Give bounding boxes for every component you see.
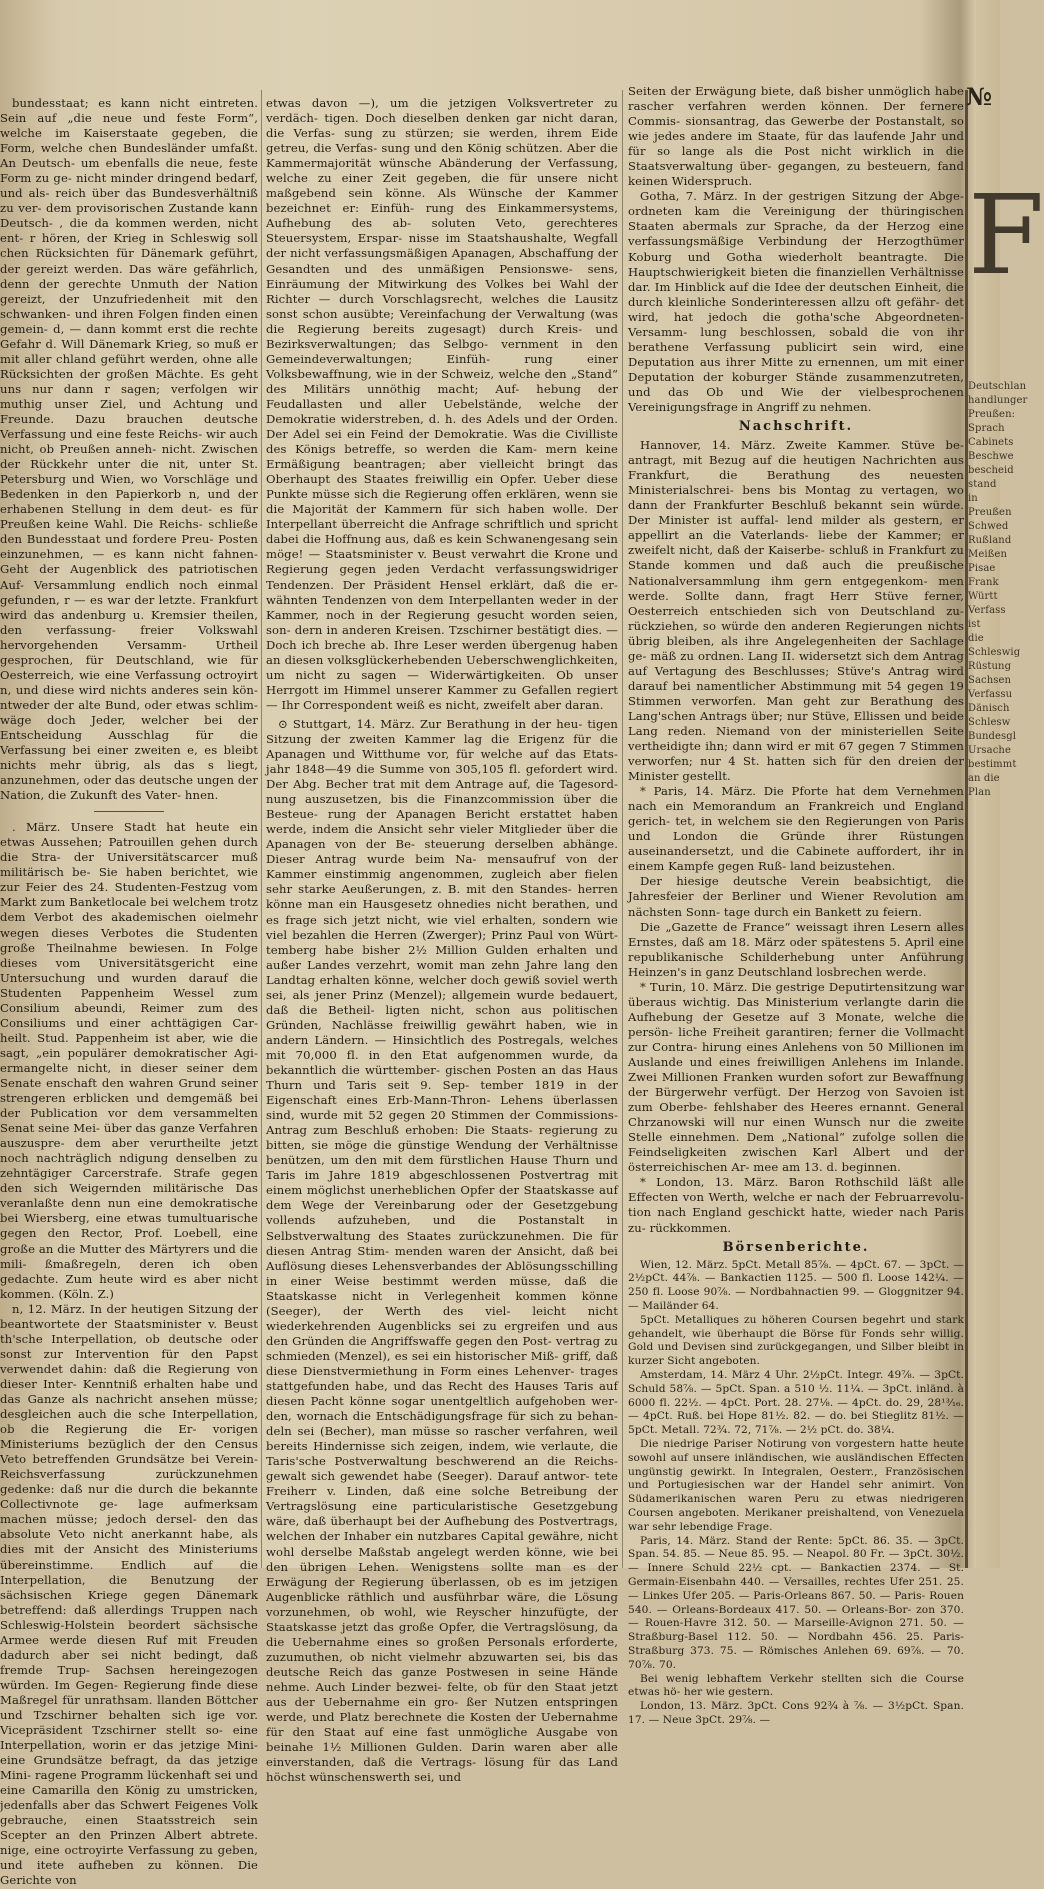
article-text: ⊙ Stuttgart, 14. März. Zur Berathung in der heu- tigen Sitzung der zweiten Kammer lag die Erigenz für die Apanagen und Witthume vor, für welche auf das Etats- jahr 1848—49 die Summe von 305,105 fl. gefordert wird. Der Abg. Becher trat mit dem Antrage auf, die Tagesord- nung auszusetzen, bis die Finanzcommission über die Besteue- rung der Apanagen Bericht erstattet haben werde, indem die Ansicht sehr vieler Mitglieder über die Apanagen von der Be- steuerung derselben abhänge. Dieser Antrag wurde beim Na- mensaufruf von der Kammer einstimmig angenommen, zugleich aber fielen sehr starke Aeußerungen, z. B. mit den Standes- herren könne man ein Hausgesetz ohnedies nicht berathen, und es frage sich jetzt nicht, wie viel erhalten, sondern wie viel bezahlen die Herren (Zwerger); Prinz Paul von Würt- temberg habe bisher 2½ Million Gulden erhalten und außer Landes verzehrt, womit man zehn Jahre lang den Landtag erhalten könne, welcher doch gewiß soviel werth sei, als jener Prinz (Menzel); allgemein wurde bedauert, daß die Betheil- ligten nicht, schon aus politischen Gründen, Nachlässe freiwillig gewährt haben, wie in andern Ländern. — Hinsichtlich des Postregals, welches mit 70,000 fl. in den Etat aufgenommen wurde, da bekanntlich die württember- gischen Posten an das Haus Thurn und Taris seit 9. Sep- tember 1819 in der Eigenschaft eines Erb-Mann-Thron- Lehens überlassen sind, wurde mit 52 gegen 20 Stimmen der Commissions-Antrag zum Beschluß erhoben: Die Staats- regierung zu bitten, sie möge die günstige Wendung der Verhältnisse benützen, um den mit dem fürstlichen Hause Thurn und Taris im Jahre 1819 abgeschlossenen Postvertrag mit einem möglichst unerheblichen Opfer der Staatskasse auf dem Wege der Vereinbarung oder der Gesetzgebung vollends aufzuheben, und die Postanstalt in Selbstverwaltung des Staates zurückzunehmen. Die für diesen Antrag Stim- menden waren der Ansicht, daß bei Auflösung dieses Lehensverbandes der Ablösungsschilling in einer Weise bestimmt werden müsse, daß die Staatskasse nicht in Verlegenheit kommen könne (Seeger), der Werth des viel- leicht nicht wiederkehrenden Augenblicks sei zu ergreifen und aus den Gründen die Angriffswaffe gegen den Post- vertrag zu schmieden (Menzel), es sei ein historischer Miß- griff, daß diese Dienstvermiethung in Form eines Lehenver- trages stattgefunden habe, und das Recht des Hauses Taris auf diesen Pacht könne sogar unentgeltlich aufgehoben wer- den, wornach die Entschädigungsfrage für sich zu behan- deln sei (Becher), man müsse so rascher verfahren, weil bereits Hindernisse sich zeigen, indem, wie verlaute, die Taris'sche Postverwaltung beschwerend an die Reichs- gewalt sich gewendet habe (Seeger). Darauf antwor- tete Freiherr v. Linden, daß eine solche Betreibung der Vertragslösung eine particularistische Gesetzgebung wäre, daß überhaupt bei der Aufhebung des Postvertrags, welchen der Inhaber ein nutzbares Capital gewähre, nicht wohl derselbe Maßstab angelegt werden könne, wie bei den übrigen Lehen. Wenigstens sollte man es der Erwägung der Regierung überlassen, ob es im jetzigen Augenblicke räthlich und ausführbar wäre, die Lösung vorzunehmen, ob wohl, wie Reyscher hinzufügte, der Staatskasse jetzt das große Opfer, die Vertragslösung, da die Uebernahme eines so großen Personals erforderte, zuzumuthen, ob nicht vielmehr abzuwarten sei, bis das deutsche Reich das ganze Postwesen in seine Hände nehme. Auch Linder bezwei- felte, ob für den Staat jetzt aus der Uebernahme ein gro- ßer Nutzen entspringen werde, und Platz berechnete die Kosten der Uebernahme für den Staat auf eine fast unmögliche Ausgabe von beinahe 1½ Millionen Gulden. Darin waren aber alle einverstanden, daß die Vertrags- lösung für das Land höchst wünschenswerth sei, und (266, 716, 618, 1785)
separator (94, 811, 164, 812)
market-report: Bei wenig lebhaftem Verkehr stellten sich die Course etwas hö- her wie gestern. (628, 1672, 964, 1699)
fragment-line: Frank (968, 577, 999, 588)
market-report: Paris, 14. März. Stand der Rente: 5pCt. 86. 35. — 3pCt. Span. 54. 85. — Neue 85. 95. — Neapol. 80 Fr. — 3pCt. 30½. — Innere Schuld 22½ cpt. — Bankactien 2374. — St. Germain-Eisenbahn 440. — Versailles, rechtes Ufer 251. 25. — Linkes Ufer 205. — Paris-Orleans 867. 50. — Paris- Rouen 540. — Orleans-Bordeaux 417. 50. — Orleans-Bor- zon 370. — Rouen-Havre 312. 50. — Marseille-Avignon 271. 50. — Straßburg-Basel 112. 50. — Nordbahn 456. 25. Paris-Straßburg 373. 75. — Römisches Anlehen 69. 69⅞. — 70. 70⅞. 70. (628, 1534, 964, 1671)
market-report: London, 13. März. 3pCt. Cons 92¾ à ⅞. — 3½pCt. Span. 17. — Neue 3pCt. 29⅞. — (628, 1700, 964, 1726)
fragment-line: handlunger (968, 395, 1028, 406)
article-text: Seiten der Erwägung biete, daß bisher unmöglich habe rascher verfahren werden können. Der fernere Commis- sionsantrag, das Gewerbe der Postanstalt, so wie jedes andere im Staate, für das laufende Jahr und für so lange als die Post nicht wirklich in die Staatsverwaltung über- gegangen, zu besteuern, fand keinen Widerspruch. (628, 84, 964, 189)
fragment-line: Rüstung (968, 661, 1012, 672)
column-2 (266, 96, 618, 1785)
fragment-line: bestimmt (968, 759, 1017, 770)
article-text: * London, 13. März. Baron Rothschild läßt alle Effecten von Werth, welche er nach der Februarrevolu- tion nach England geschickt hatte, wieder nach Paris zu- rückkommen. (628, 1175, 964, 1235)
column-1 (0, 96, 258, 1888)
fragment-line: stand in (968, 479, 997, 504)
fragment-line: Preußen (968, 507, 1012, 518)
fragment-line: Plan (968, 787, 991, 798)
fragment-line: Verfass (968, 605, 1006, 616)
article-text: bundesstaat; es kann nicht eintreten. Sein auf „die neue und feste Form“, welche im Kaiserstaate gegeben, die Form, welche chen Bundesländer umfaßt. An Deutsch- um ebenfalls die neue, feste Form zu ge- nicht minder dringend bedarf, und als- reich über das Bundesverhältniß zu ver- dem provisorischen Zustande kann Deutsch- , die da kommen werden, nicht ent- r hören, der Krieg in Schleswig soll chen Rücksichten für Dänemark geführt, der gereizt werden. Das wäre gefährlich, denn der gerechte Unmuth der Nation gereizt, der Unzufriedenheit mit den schwanken- und ihren Folgen finden einen gemein- d, — dann kommt erst die rechte Gefahr d. Will Dänemark Krieg, so muß er mit aller chland geführt werden, ohne alle Rücksichten der großen Mächte. Es geht uns nur dann r sagen; verfolgen wir muthig unser Ziel, und Achtung und Freunde. Dazu brauchen deutsche Verfassung und eine feste Reichs- wir auch nicht, ob Preußen anneh- nicht. Zwischen der Rückkehr unter die nit, unter St. Petersburg und Wien, wo Vorschläge und Bedenken in den Papierkorb n, und der erhabenen Stellung in dem deut- es für Preußen keine Wahl. Die Reichs- schließe den Bundesstaat und fordere Preu- Posten einzunehmen, — es kann nicht fahnen- Geht der Augenblick des patriotischen Auf- Versammlung endlich noch einmal gefunden, r — es war der letzte. Frankfurt wird das andenburg u. Kremsier theilen, den verfassung- freier Volkswahl hervorgehenden Versamm- Urtheil gesprochen, für Deutschland, wie für Oesterreich, wie eine Verfassung octroyirt n, und diese wird nichts anderes sein kön- ntweder der alte Bund, oder etwas schlim- wäge doch Jeder, welcher bei der Entscheidung Ausschlag für die Verfassung bei einer zweiten e, es bleibt nichts mehr übrig, als das s liegt, anzunehmen, oder das deutsche ungen der Nation, die Zukunft des Vater- hnen. (0, 96, 258, 803)
article-text: n, 12. März. In der heutigen Sitzung der beantwortete der Staatsminister v. Beust th'sche Interpellation, ob deutsche oder sonst zur Intervention für den Papst verwendet dahin: daß die Regierung von dieser Inter- Kenntniß erhalten habe und das Ganze als nachricht ansehen müsse; desgleichen auch die sche Interpellation, ob die Regierung die Er- vorigen Ministeriums bezüglich der den Census Veto betreffenden Grundsätze bei Verein- Reichsverfassung zurückzunehmen gedenke: daß nur die durch die bekannte Collectivnote ge- lage aufmerksam machen müsse; jedoch dersel- den das absolute Veto nicht anerkannt habe, als dies mit der Ansicht des Ministeriums übereinstimme. Endlich auf die Interpellation, die Benutzung der sächsischen Kriege gegen Dänemark betreffend: daß allerdings Truppen nach Schleswig-Holstein beordert sächsische Armee werde diesen Ruf mit Freuden dadurch aber sei nicht bedingt, daß fremde Trup- Sachsen hereingezogen würden. Im Gegen- Regierung finde diese Maßregel für unrathsam. llanden Böttcher und Tzschirner behalten sich ige vor. Vicepräsident Tzschirner stellt so- eine Interpellation, worin er das jetzige Mini- eine Grundsätze befragt, da das jetzige Mini- ragene Programm lückenhaft sei und eine Camarilla den König zu umstricken, jedenfalls aber das Schwert Feigenes Volk gebrauche, einen Staatsstreich sein Scepter an den Prinzen Albert abtrete. nige, eine octroyirte Verfassung zu geben, und itete aufheben zu können. Die Gerichte von (0, 1301, 258, 1888)
fragment-line: Bundesgl (968, 731, 1017, 742)
fragment-line: Meißen (968, 549, 1007, 560)
fragment-line: Württ (968, 591, 998, 602)
masthead-initial-letter: F (968, 171, 1044, 299)
fragment-line: Pisae (968, 563, 996, 574)
market-report: Wien, 12. März. 5pCt. Metall 85⅞. — 4pCt. 67. — 3pCt. — 2½pCt. 44⅞. — Bankactien 1125. — 500 fl. Loose 142¼. — 250 fl. Loose 90⅞. — Nordbahnactien 99. — Gloggnitzer 94. — Mailänder 64. (628, 1258, 964, 1312)
fragment-line: an die (968, 773, 1000, 784)
fragment-line: Rußland (968, 535, 1012, 546)
fragment-line: Sprach (968, 423, 1005, 434)
article-text: Hannover, 14. März. Zweite Kammer. Stüve be- antragt, mit Bezug auf die heutigen Nachrichten aus Frankfurt, die Berathung des neuesten Ministerialschrei- bens bis Montag zu vertagen, wo dann der Frankfurter Beschluß bekannt sein würde. Der Minister ist auffal- lend milder als gestern, er appellirt an die Vaterlands- liebe der Kammer; er zweifelt nicht, daß der Kaiserbe- schluß in Frankfurt zu Stande kommen und daß auch die preußische Nationalversammlung ihm gern entgegenkom- men werde. Sollte dann, fragt Herr Stüve ferner, Oesterreich entschieden sich von Deutschland zu- rückziehen, so würde den anderen Regierungen nichts übrig bleiben, als ihre Angelegenheiten der Sachlage ge- mäß zu ordnen. Lang II. widersetzt sich dem Antrag auf Vertagung des Beschlusses; Stüve's Antrag wird darauf bei namentlicher Abstimmung mit 54 gegen 19 Stimmen verworfen. Man geht zur Berathung des Lang'schen Antrags über; nur Stüve, Ellissen und beide Lang reden. Niemand von der ministeriellen Seite vertheidigte ihn; dann wird er mit 67 gegen 7 Stimmen verworfen; nur 4 St. hatten sich für den dreien der Minister gestellt. (628, 438, 964, 784)
column-rule (622, 90, 623, 1568)
market-report: 5pCt. Metalliques zu höheren Coursen begehrt und stark gehandelt, wie überhaupt die Börse für Fonds sehr willig. Gold und Devisen sind zurückgegangen, und Silber bleibt in kurzer Sicht angeboten. (628, 1313, 964, 1368)
article-text: . März. Unsere Stadt hat heute ein etwas Aussehen; Patrouillen gehen durch die Stra- der Universitätscarcer muß militärisch be- Sie haben berichtet, wie zur Feier des 24. Studenten-Festzug vom Markt zum Banketlocale bei welchem trotz dem Verbot des akademischen oielmehr wegen dieses Verbotes die Studenten große Theilnahme bewiesen. In Folge dieses vom Universitätsgericht eine Untersuchung und wurden darauf die Studenten Pappenheim Wessel zum Consilium abeundi, Reimer zum des Consiliums und einer achttägigen Car- heilt. Stud. Pappenheim ist aber, wie die sagt, „ein populärer demokratischer Agi- ermangelte nicht, in dieser seiner dem Senate enschaft den wahren Grund seiner strengeren erblicken und demgemäß bei der Publication vor dem versammelten Senat seine Mei- über das ganze Verfahren auszuspre- dem aber verurtheilte jetzt noch nachträglich ndigung denselben zu zehntägiger Carcerstrafe. Strafe gegen den sich Weigernden militärische Das veranlaßte denn nun eine demokratische bei Wiersberg, eine etwas tumultuarische gegen den Rector, Prof. Loebell, eine große an die Mutter des Märtyrers und die mili- ßmaßregeln, deren ich oben gedachte. Zum heute wird es aber nicht kommen. (Köln. Z.) (0, 820, 258, 1301)
section-heading-boersen: Börsenberichte. (722, 1239, 870, 1255)
fragment-line: Verfassu (968, 689, 1013, 700)
column-4-fragment (968, 380, 1028, 1568)
column-3 (628, 84, 964, 1726)
fragment-line: die (968, 633, 984, 644)
article-text: Der hiesige deutsche Verein beabsichtigt, die Jahresfeier der Berliner und Wiener Revolution am nächsten Sonn- tage durch ein Bankett zu feiern. (628, 874, 964, 919)
fragment-line: Dänisch (968, 703, 1010, 714)
issue-number-mark: № (966, 82, 993, 111)
article-text: Gotha, 7. März. In der gestrigen Sitzung der Abge- ordneten kam die Vereinigung der thüringischen Staaten abermals zur Sprache, da der Herzog eine verfassungsmäßige Verbindung der Herzogthümer Koburg und Gotha wiederholt beantragte. Die Hauptschwierigkeit bieten die finanziellen Verhältnisse dar. Im Hinblick auf die Idee der deutschen Einheit, die durch kleinliche Sonderinteressen allzu oft gefähr- det wird, hat jedoch die gotha'sche Abgeordneten-Versamm- lung beschlossen, sobald die von ihr berathene Verfassung publicirt sein wird, eine Deputation aus ihrer Mitte zu ernennen, um mit einer Deputation der koburger Stände zusammenzutreten, und das Ob und Wie der vielbesprochenen Vereinigungsfrage in Angriff zu nehmen. (628, 189, 964, 414)
fragment-line: Beschwe (968, 451, 1014, 462)
fragment-line: Schleswig (968, 647, 1021, 658)
market-report: Amsterdam, 14. März 4 Uhr. 2½pCt. Integr. 49⅞. — 3pCt. Schuld 58⅞. — 5pCt. Span. a 510 ½. 11¼. — 3pCt. inländ. à 6000 fl. 22½. — 4pCt. Port. 28. 27⅛. — 4pCt. do. 29, 28¹³⁄₁₆. — 4pCt. Ruß. bei Hope 81½. 82. — do. bei Stieglitz 81½. — 5pCt. Metall. 72¾. 72, 71⅞. — 2½ pCt. do. 38¼. (628, 1368, 964, 1437)
column-rule (261, 90, 262, 1568)
fragment-line: Sachsen (968, 675, 1012, 686)
article-text: etwas davon —), um die jetzigen Volksvertreter zu verdäch- tigen. Doch dieselben denken gar nicht daran, die Verfas- sung zu stürzen; sie werden, ihrem Eide getreu, die Verfas- sung und den König schützen. Aber die Kammermajorität wünsche Abänderung der Verfassung, welche zu einer Zeit gegeben, die für unsere nicht maßgebend sein könne. Als Wünsche der Kammer bezeichnet er: Einfüh- rung des Einkammersystems, Aufhebung des ab- soluten Veto, gerechteres Steuersystem, Erspar- nisse im Staatshaushalte, Wegfall der nicht verfassungsmäßigen Apanagen, Abschaffung der Gesandten und des unmäßigen Pensionswe- sens, Einräumung der Mitwirkung des Volkes bei Wahl der Richter — durch Vorschlagsrecht, welches die Lausitz sonst schon ausübte; Vereinfachung der Verwaltung (was die Regierung bereits zugesagt) durch Kreis- und Bezirksverwaltungen; das Selbgo- vernment in den Gemeindeverwaltungen; Einfüh- rung einer Volksbewaffnung, wie in der Schweiz, welche den „Stand“ des Militärs unnöthig macht; Auf- hebung der Feudallasten und aller Uebelstände, welche der Demokratie widerstreben, d. h. des Adels und der Orden. Der Adel sei ein Feind der Demokratie. Was die Civilliste des Königs betreffe, so werden die Kam- mern keine Ermäßigung beantragen; aber vielleicht bringt das Oberhaupt des Staates freiwillig ein Opfer. Ueber diese Punkte müsse sich die Regierung offen erklären, wenn sie die Majorität der Kammern für sich haben wolle. Der Interpellant überreicht die Anfrage schriftlich und spricht dabei die Hoffnung aus, daß es kein Schwanengesang sein möge! — Staatsminister v. Beust verwahrt die Krone und Regierung gegen jeden Verdacht verfassungswidriger Tendenzen. Der Präsident Hensel erklärt, daß die er- wähnten Tendenzen von dem Interpellanten weder in der Kammer, noch in der Regierung gesucht worden seien, son- dern in anderen Kreisen. Tzschirner bestätigt dies. — Doch ich breche ab. Ihre Leser werden übergenug haben an diesen volksglückerhebenden Ueberschwenglichkeiten, um nicht zu sagen — Widerwärtigkeiten. Ob unser Herrgott im Himmel unserer Kammer zu Gefallen regiert — Ihr Correspondent weiß es nicht, zweifelt aber daran. (266, 96, 618, 712)
article-text: * Paris, 14. März. Die Pforte hat dem Vernehmen nach ein Memorandum an Frankreich und England gerich- tet, in welchem sie den Regierungen von Paris und London die Gründe ihrer Rüstungen auseinandersetzt, und die Cabinete auffordert, ihr in einem Kampfe gegen Ruß- land beizustehen. (628, 784, 964, 874)
article-text: * Turin, 10. März. Die gestrige Deputirtensitzung war überaus wichtig. Das Ministerium verlangte darin die Aufhebung der Gesetze auf 3 Monate, welche die persön- liche Freiheit garantiren; ferner die Vollmacht zur Contra- hirung eines Anlehens von 50 Millionen im Auslande und eines freiwilligen Anlehens im Inlande. Zwei Millionen Franken wurden sofort zur Bewaffnung der Bürgerwehr verfügt. Der Herzog von Savoien ist zum Oberbe- fehlshaber des Heeres ernannt. General Chrzanowski will nur einen Wunsch nur die zweite Stelle einnehmen. Dem „National“ zufolge sollen die Feindseligkeiten zwischen Karl Albert und der österreichischen Ar- mee am 13. d. beginnen. (628, 979, 964, 1175)
fragment-line: Preußen: (968, 409, 1016, 420)
fragment-line: Schlesw (968, 717, 1011, 728)
fragment-line: Cabinets (968, 437, 1014, 448)
fragment-line: Schwed (968, 521, 1009, 532)
fragment-line: Deutschlan (968, 381, 1027, 392)
fragment-line: Ursache (968, 745, 1011, 756)
market-report: Die niedrige Pariser Notirung von vorgestern hatte heute sowohl auf unsere inländischen, wie ausländischen Effecten ungünstig gewirkt. In Integralen, Oesterr., Französischen und Portugiesischen war der Handel sehr animirt. Von Südamerikanischen waren Peru zu etwas niedrigeren Coursen angeboten. Merikaner preishaltend, von Venezuela war sehr lebendige Frage. (628, 1437, 964, 1533)
article-text: Die „Gazette de France“ weissagt ihren Lesern alles Ernstes, daß am 18. März oder spätestens 5. April eine republikanische Schilderhebung unter Anführung Heinzen's in ganz Deutschland losbrechen werde. (628, 919, 964, 979)
fragment-line: ist (968, 619, 981, 630)
section-heading-nachschrift: Nachschrift. (738, 419, 854, 435)
fragment-line: bescheid (968, 465, 1014, 476)
